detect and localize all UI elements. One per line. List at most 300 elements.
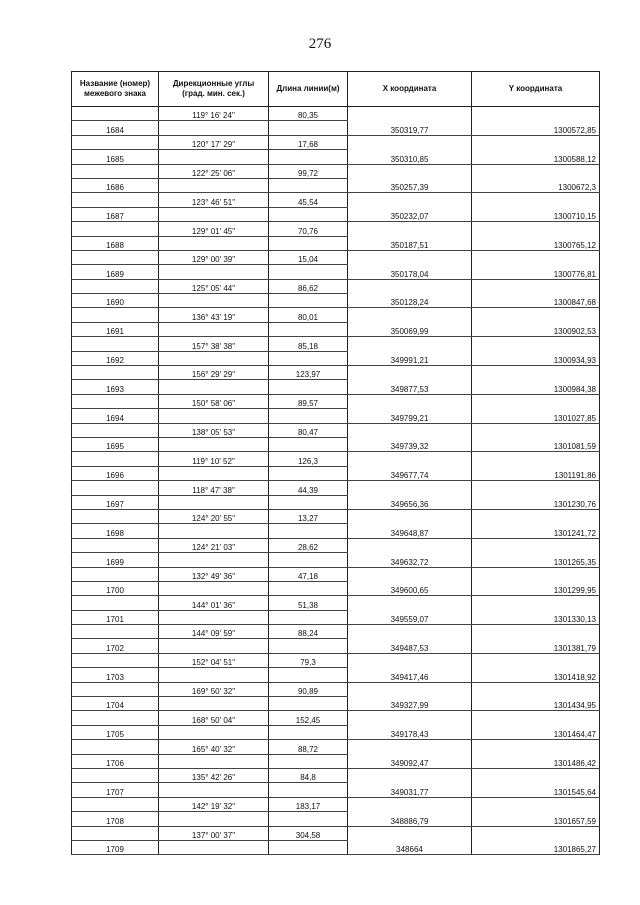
segment-name-cell [72,250,159,264]
point-row [72,610,600,624]
point-angle-cell [159,409,269,423]
point-name: 1708 [72,812,159,826]
segment-angle: 137° 00' 37" [159,826,269,840]
point-row [72,697,600,711]
segment-y-cell [472,250,600,264]
segment-x-cell [348,625,472,639]
segment-name-cell [72,768,159,782]
point-row [72,322,600,336]
segment-x-cell [348,740,472,754]
point-y: 1300672,3 [472,178,600,192]
segment-angle: 150° 58' 06" [159,394,269,408]
segment-angle: 165° 40' 32" [159,740,269,754]
segment-name-cell [72,279,159,293]
point-y: 1301241,72 [472,524,600,538]
point-name: 1684 [72,121,159,135]
segment-angle: 132° 49' 36" [159,567,269,581]
segment-length: 13,27 [269,509,348,523]
point-row [72,294,600,308]
point-y: 1301434,95 [472,697,600,711]
point-length-cell [269,294,348,308]
segment-name-cell [72,135,159,149]
segment-angle: 138° 05' 53" [159,423,269,437]
segment-length: 88,72 [269,740,348,754]
point-length-cell [269,466,348,480]
point-name: 1691 [72,322,159,336]
point-y: 1301027,85 [472,409,600,423]
segment-length: 88,24 [269,625,348,639]
segment-angle: 124° 21' 03" [159,538,269,552]
point-name: 1700 [72,581,159,595]
segment-x-cell [348,481,472,495]
segment-x-cell [348,826,472,840]
segment-row [72,768,600,782]
point-y: 1300934,93 [472,351,600,365]
point-x: 350187,51 [348,236,472,250]
point-row [72,524,600,538]
point-row [72,840,600,854]
segment-y-cell [472,337,600,351]
segment-x-cell [348,250,472,264]
point-y: 1300776,81 [472,265,600,279]
point-row [72,754,600,768]
point-length-cell [269,207,348,221]
point-angle-cell [159,294,269,308]
header-angle: Дирекционные углы (град. мин. сек.) [159,72,269,107]
segment-angle: 152° 04' 51" [159,653,269,667]
segment-y-cell [472,596,600,610]
segment-name-cell [72,423,159,437]
point-angle-cell [159,466,269,480]
segment-x-cell [348,308,472,322]
point-row [72,150,600,164]
point-name: 1686 [72,178,159,192]
point-length-cell [269,639,348,653]
point-row [72,121,600,135]
segment-x-cell [348,423,472,437]
point-y: 1301464,47 [472,725,600,739]
segment-angle: 119° 10' 52" [159,452,269,466]
point-name: 1689 [72,265,159,279]
segment-name-cell [72,164,159,178]
point-x: 349031,77 [348,783,472,797]
point-length-cell [269,380,348,394]
segment-row [72,452,600,466]
segment-y-cell [472,826,600,840]
segment-length: 85,18 [269,337,348,351]
point-row [72,725,600,739]
point-x: 348886,79 [348,812,472,826]
point-name: 1692 [72,351,159,365]
point-row [72,581,600,595]
segment-angle: 144° 01' 36" [159,596,269,610]
segment-x-cell [348,337,472,351]
point-angle-cell [159,581,269,595]
segment-length: 51,38 [269,596,348,610]
segment-y-cell [472,509,600,523]
point-length-cell [269,150,348,164]
segment-name-cell [72,107,159,121]
point-length-cell [269,351,348,365]
segment-row [72,653,600,667]
point-row [72,495,600,509]
segment-length: 47,18 [269,567,348,581]
point-name: 1694 [72,409,159,423]
point-length-cell [269,610,348,624]
point-x: 349656,36 [348,495,472,509]
segment-length: 86,62 [269,279,348,293]
point-length-cell [269,783,348,797]
segment-angle: 123° 46' 51" [159,193,269,207]
segment-angle: 135° 42' 26" [159,768,269,782]
segment-row [72,481,600,495]
point-y: 1300588,12 [472,150,600,164]
segment-y-cell [472,797,600,811]
point-y: 1300902,53 [472,322,600,336]
segment-y-cell [472,308,600,322]
page-number: 276 [308,36,332,52]
segment-x-cell [348,107,472,121]
point-row [72,178,600,192]
point-length-cell [269,121,348,135]
segment-x-cell [348,164,472,178]
segment-x-cell [348,509,472,523]
point-name: 1701 [72,610,159,624]
point-angle-cell [159,437,269,451]
segment-name-cell [72,394,159,408]
point-y: 1301545,64 [472,783,600,797]
point-length-cell [269,725,348,739]
segment-y-cell [472,653,600,667]
point-length-cell [269,322,348,336]
segment-row [72,135,600,149]
point-row [72,409,600,423]
segment-angle: 156° 29' 29" [159,366,269,380]
segment-x-cell [348,768,472,782]
segment-length: 45,54 [269,193,348,207]
point-angle-cell [159,351,269,365]
point-length-cell [269,495,348,509]
point-row [72,639,600,653]
point-angle-cell [159,322,269,336]
point-length-cell [269,553,348,567]
point-row [72,668,600,682]
point-angle-cell [159,639,269,653]
header-y: Y координата [472,72,600,107]
segment-angle: 119° 16' 24" [159,107,269,121]
segment-y-cell [472,567,600,581]
segment-x-cell [348,394,472,408]
segment-angle: 169° 50' 32" [159,682,269,696]
segment-row [72,625,600,639]
segment-name-cell [72,308,159,322]
table-header-row [72,72,600,107]
segment-length: 126,3 [269,452,348,466]
point-y: 1301299,95 [472,581,600,595]
point-x: 349632,72 [348,553,472,567]
point-x: 350310,85 [348,150,472,164]
point-angle-cell [159,121,269,135]
segment-row [72,711,600,725]
segment-row [72,509,600,523]
point-name: 1706 [72,754,159,768]
segment-y-cell [472,423,600,437]
segment-angle: 142° 19' 32" [159,797,269,811]
point-x: 349677,74 [348,466,472,480]
point-x: 349417,46 [348,668,472,682]
segment-name-cell [72,797,159,811]
point-length-cell [269,812,348,826]
segment-length: 152,45 [269,711,348,725]
point-x: 349877,53 [348,380,472,394]
point-name: 1699 [72,553,159,567]
point-x: 349092,47 [348,754,472,768]
segment-angle: 120° 17' 29" [159,135,269,149]
point-x: 349559,07 [348,610,472,624]
segment-length: 28,62 [269,538,348,552]
point-angle-cell [159,207,269,221]
segment-x-cell [348,711,472,725]
segment-row [72,222,600,236]
segment-length: 84,8 [269,768,348,782]
segment-row [72,107,600,121]
segment-y-cell [472,279,600,293]
point-y: 1300572,85 [472,121,600,135]
segment-row [72,826,600,840]
point-length-cell [269,437,348,451]
segment-length: 183,17 [269,797,348,811]
segment-name-cell [72,826,159,840]
segment-row [72,308,600,322]
segment-row [72,596,600,610]
point-name: 1688 [72,236,159,250]
segment-y-cell [472,164,600,178]
point-name: 1693 [72,380,159,394]
segment-name-cell [72,193,159,207]
point-row [72,437,600,451]
point-x: 349739,32 [348,437,472,451]
point-length-cell [269,697,348,711]
segment-x-cell [348,135,472,149]
header-length: Длина линии(м) [269,72,348,107]
point-name: 1695 [72,437,159,451]
segment-y-cell [472,481,600,495]
point-name: 1702 [72,639,159,653]
point-row [72,466,600,480]
segment-x-cell [348,797,472,811]
point-angle-cell [159,754,269,768]
segment-name-cell [72,509,159,523]
segment-y-cell [472,740,600,754]
point-x: 350319,77 [348,121,472,135]
segment-y-cell [472,366,600,380]
segment-length: 89,57 [269,394,348,408]
segment-angle: 125° 05' 44" [159,279,269,293]
segment-row [72,682,600,696]
point-x: 349487,53 [348,639,472,653]
point-length-cell [269,581,348,595]
segment-name-cell [72,538,159,552]
point-row [72,783,600,797]
point-row [72,553,600,567]
segment-y-cell [472,107,600,121]
point-y: 1300847,68 [472,294,600,308]
segment-name-cell [72,625,159,639]
segment-x-cell [348,452,472,466]
point-x: 350069,99 [348,322,472,336]
point-y: 1300765,12 [472,236,600,250]
segment-name-cell [72,366,159,380]
segment-name-cell [72,222,159,236]
point-y: 1300710,15 [472,207,600,221]
point-name: 1687 [72,207,159,221]
segment-row [72,193,600,207]
point-angle-cell [159,495,269,509]
segment-x-cell [348,682,472,696]
point-name: 1707 [72,783,159,797]
segment-y-cell [472,452,600,466]
segment-angle: 118° 47' 38" [159,481,269,495]
point-name: 1696 [72,466,159,480]
segment-y-cell [472,682,600,696]
segment-row [72,279,600,293]
point-name: 1698 [72,524,159,538]
point-x: 349327,99 [348,697,472,711]
segment-row [72,423,600,437]
point-angle-cell [159,236,269,250]
point-y: 1301657,59 [472,812,600,826]
point-y: 1301418,92 [472,668,600,682]
segment-row [72,366,600,380]
point-angle-cell [159,725,269,739]
point-x: 350257,39 [348,178,472,192]
segment-name-cell [72,711,159,725]
segment-angle: 136° 43' 19" [159,308,269,322]
segment-length: 80,47 [269,423,348,437]
point-name: 1709 [72,840,159,854]
point-length-cell [269,754,348,768]
segment-row [72,164,600,178]
segment-y-cell [472,768,600,782]
point-row [72,265,600,279]
segment-row [72,538,600,552]
point-y: 1300984,38 [472,380,600,394]
point-angle-cell [159,812,269,826]
point-length-cell [269,668,348,682]
segment-angle: 129° 00' 39" [159,250,269,264]
segment-x-cell [348,596,472,610]
point-angle-cell [159,380,269,394]
segment-x-cell [348,193,472,207]
segment-length: 80,01 [269,308,348,322]
point-y: 1301265,35 [472,553,600,567]
segment-name-cell [72,682,159,696]
point-length-cell [269,409,348,423]
point-angle-cell [159,265,269,279]
point-name: 1705 [72,725,159,739]
segment-y-cell [472,135,600,149]
point-length-cell [269,236,348,250]
point-x: 349648,87 [348,524,472,538]
point-angle-cell [159,668,269,682]
segment-length: 99,72 [269,164,348,178]
segment-y-cell [472,193,600,207]
point-name: 1697 [72,495,159,509]
segment-length: 70,76 [269,222,348,236]
point-length-cell [269,178,348,192]
point-y: 1301865,27 [472,840,600,854]
point-row [72,812,600,826]
segment-length: 15,04 [269,250,348,264]
point-name: 1703 [72,668,159,682]
segment-y-cell [472,625,600,639]
segment-length: 304,58 [269,826,348,840]
segment-angle: 122° 25' 06" [159,164,269,178]
segment-x-cell [348,222,472,236]
point-angle-cell [159,150,269,164]
point-angle-cell [159,610,269,624]
point-x: 350128,24 [348,294,472,308]
point-x: 349178,43 [348,725,472,739]
segment-row [72,250,600,264]
point-x: 348664 [348,840,472,854]
point-y: 1301081,59 [472,437,600,451]
point-name: 1704 [72,697,159,711]
segment-y-cell [472,538,600,552]
segment-y-cell [472,394,600,408]
segment-row [72,797,600,811]
segment-x-cell [348,567,472,581]
point-angle-cell [159,697,269,711]
segment-row [72,394,600,408]
point-x: 350178,04 [348,265,472,279]
point-name: 1685 [72,150,159,164]
segment-y-cell [472,222,600,236]
survey-table [71,71,600,855]
point-x: 349991,21 [348,351,472,365]
segment-angle: 124° 20' 55" [159,509,269,523]
segment-x-cell [348,279,472,293]
segment-name-cell [72,596,159,610]
point-row [72,380,600,394]
point-y: 1301381,79 [472,639,600,653]
point-length-cell [269,265,348,279]
survey-body [72,107,600,855]
point-y: 1301191,86 [472,466,600,480]
segment-length: 90,89 [269,682,348,696]
segment-name-cell [72,452,159,466]
header-x: X координата [348,72,472,107]
point-angle-cell [159,840,269,854]
point-length-cell [269,524,348,538]
point-angle-cell [159,178,269,192]
point-y: 1301330,13 [472,610,600,624]
segment-angle: 129° 01' 45" [159,222,269,236]
point-x: 349600,65 [348,581,472,595]
segment-name-cell [72,481,159,495]
point-y: 1301230,76 [472,495,600,509]
segment-row [72,567,600,581]
point-angle-cell [159,783,269,797]
segment-x-cell [348,538,472,552]
point-name: 1690 [72,294,159,308]
segment-row [72,740,600,754]
point-y: 1301486,42 [472,754,600,768]
segment-length: 17,68 [269,135,348,149]
segment-name-cell [72,567,159,581]
segment-name-cell [72,337,159,351]
segment-x-cell [348,366,472,380]
